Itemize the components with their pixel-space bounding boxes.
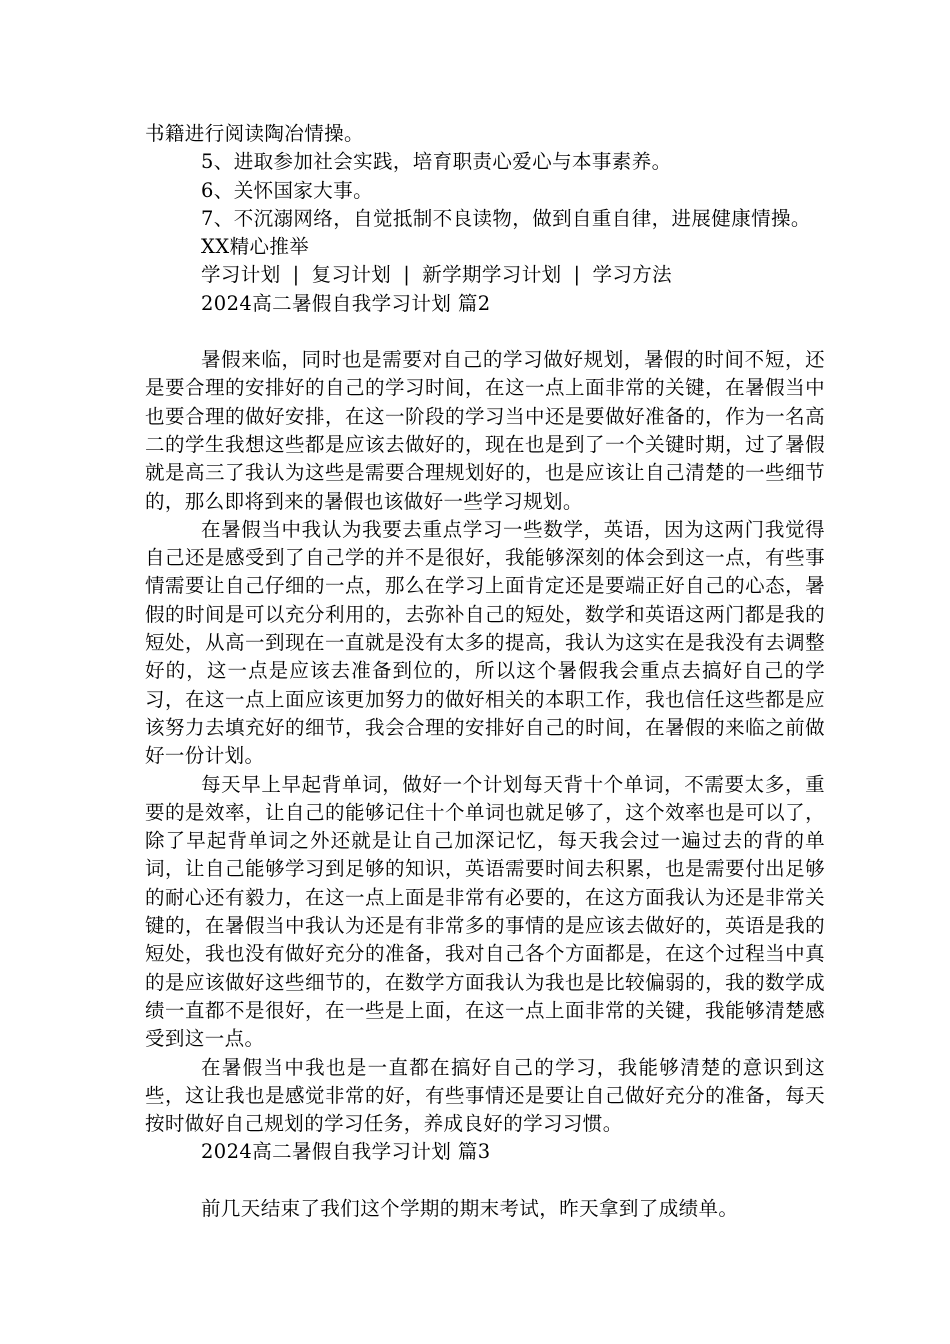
link-separator: | [403, 263, 411, 287]
section-3-paragraph-1: 前几天结束了我们这个学期的期末考试，昨天拿到了成绩单。 [201, 1196, 739, 1220]
section-2-paragraph-2: 在暑假当中我认为我要去重点学习一些数学，英语，因为这两门我觉得自己还是感受到了自己学的并不是很好，我能够深刻的体会到这一点，有些事情需要让自己仔细的一点，那么在学习上面肯定还是要端正好自己的心态，暑假的时间是可以充分利用的，去弥补自己的短处，数学和英语这两门都是我的短处，从高一到现在一直就是没有太多的提高，我认为这实在是我没有去调整好的，这一点是应该去准备到位的，所以这个暑假我会重点去搞好自己的学习，在这一点上面应该更加努力的做好相关的本职工作，我也信任这些都是应该努力去填充好的细节，我会合理的安排好自己的时间，在暑假的来临之前做好一份计划。 [145, 517, 825, 768]
document-body [145, 120, 825, 1223]
list-item-6: 6、关怀国家大事。 [201, 178, 374, 202]
link-separator: | [292, 263, 300, 287]
list-item-5: 5、进取参加社会实践，培育职责心爱心与本事素养。 [201, 150, 672, 174]
link-study-plan[interactable]: 学习计划 [201, 263, 281, 287]
section-2-paragraph-4: 在暑假当中我也是一直都在搞好自己的学习，我能够清楚的意识到这些，这让我也是感觉非常的好，有些事情还是要让自己做好充分的准备，每天按时做好自己规划的学习任务，养成良好的学习习惯。 [145, 1055, 825, 1136]
recommend-links [145, 261, 825, 289]
spacer [145, 318, 825, 346]
continuation-line: 书籍进行阅读陶冶情操。 [145, 122, 364, 145]
section-2-paragraph-3: 每天早上早起背单词，做好一个计划每天背十个单词，不需要太多，重要的是效率，让自己的能够记住十个单词也就足够了，这个效率也是可以了，除了早起背单词之外还就是让自己加深记忆，每天我会过一遍过去的背的单词，让自己能够学习到足够的知识，英语需要时间去积累，也是需要付出足够的耐心还有毅力，在这一点上面是非常有必要的，在这方面我认为还是非常关键的，在暑假当中我认为还是有非常多的事情的是应该去做好的，英语是我的短处，我也没有做好充分的准备，我对自己各个方面都是，在这个过程当中真的是应该做好这些细节的，在数学方面我认为我也是比较偏弱的，我的数学成绩一直都不是很好，在一些是上面，在这一点上面非常的关键，我能够清楚感受到这一点。 [145, 772, 825, 1051]
link-separator: | [573, 263, 581, 287]
link-review-plan[interactable]: 复习计划 [311, 263, 392, 287]
link-new-term-plan[interactable]: 新学期学习计划 [422, 263, 562, 287]
spacer [145, 1167, 825, 1195]
section-2-title: 2024高二暑假自我学习计划 篇2 [201, 291, 491, 315]
section-3-title: 2024高二暑假自我学习计划 篇3 [201, 1140, 491, 1164]
list-item-7: 7、不沉溺网络，自觉抵制不良读物，做到自重自律，进展健康情操。 [201, 206, 811, 230]
section-2-paragraph-1: 暑假来临，同时也是需要对自己的学习做好规划，暑假的时间不短，还是要合理的安排好的自己的学习时间，在这一点上面非常的关键，在暑假当中也要合理的做好安排，在这一阶段的学习当中还是要做好准备的，作为一名高二的学生我想这些都是应该去做好的，现在也是到了一个关键时期，过了暑假就是高三了我认为这些是需要合理规划好的，也是应该让自己清楚的一些细节的，那么即将到来的暑假也该做好一些学习规划。 [145, 348, 825, 513]
recommend-heading: XX精心推举 [201, 235, 310, 259]
link-study-methods[interactable]: 学习方法 [592, 263, 673, 287]
